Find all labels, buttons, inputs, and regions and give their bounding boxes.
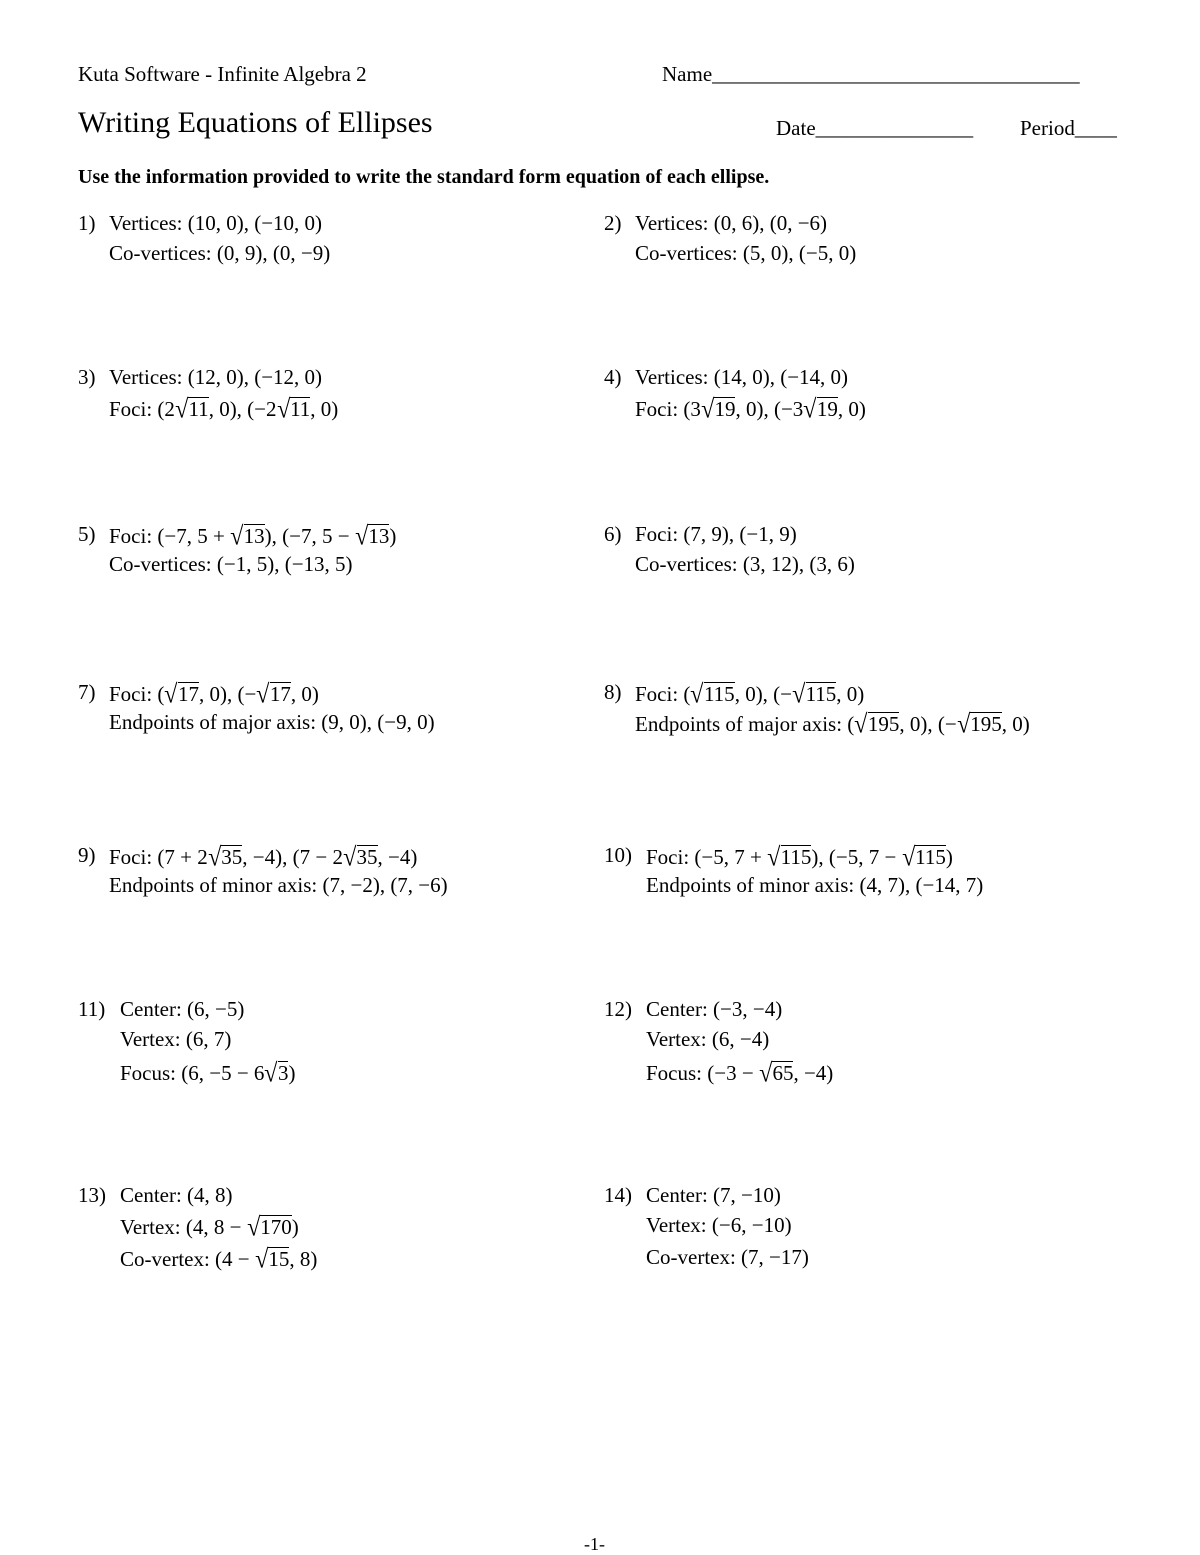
problem-text: , −4) <box>793 1061 834 1085</box>
problem-line <box>635 678 865 709</box>
problem-number: 6) <box>604 522 622 546</box>
radical-sign-icon: √ <box>207 841 222 872</box>
problem-line <box>109 875 448 896</box>
problem-number: 2) <box>604 211 622 235</box>
problem-line <box>109 213 322 234</box>
radical-sign-icon: √ <box>343 841 357 872</box>
problem-number: 5) <box>78 522 96 546</box>
problem-text: Co-vertices: (5, 0), (−5, 0) <box>635 241 857 265</box>
radicand: 115 <box>805 682 837 706</box>
problem-number: 12) <box>604 997 632 1021</box>
problem-text: Co-vertices: (−1, 5), (−13, 5) <box>109 552 353 576</box>
problem-text: , −4), (7 − 2 <box>242 845 343 869</box>
problem-text: Foci: (−7, 5 + <box>109 524 231 548</box>
problem-line <box>109 841 418 872</box>
problem-line <box>635 213 827 234</box>
problem-text: ) <box>288 1061 296 1085</box>
problem-text: ) <box>389 524 397 548</box>
radical-sign-icon: √ <box>767 841 781 872</box>
radical-sign-icon: √ <box>255 1243 269 1274</box>
problem-line <box>109 393 339 424</box>
problem-text: Endpoints of major axis: (9, 0), (−9, 0) <box>109 710 435 734</box>
problem-line <box>635 367 848 388</box>
radicand: 13 <box>368 524 390 548</box>
problem-text: Vertices: (0, 6), (0, −6) <box>635 211 828 235</box>
instructions: Use the information provided to write the standard form equation of each ellipse. <box>78 166 770 188</box>
problem-number: 7) <box>78 680 96 704</box>
problem-text: Foci: ( <box>109 682 165 706</box>
name-label: Name <box>662 62 713 86</box>
period-blank: ____ <box>1074 116 1117 140</box>
date-blank: _______________ <box>815 116 974 140</box>
radical-sign-icon: √ <box>175 393 189 424</box>
problem-text: , 0) <box>310 397 339 421</box>
radical-sign-icon: √ <box>256 678 270 709</box>
problem-line <box>646 841 953 872</box>
problem-text: ) <box>291 1215 299 1239</box>
problem-text: Vertices: (10, 0), (−10, 0) <box>109 211 323 235</box>
radicand: 170 <box>260 1215 292 1239</box>
problem-number: 11) <box>78 997 106 1021</box>
problem-text: , 0) <box>1001 712 1030 736</box>
radicand: 195 <box>867 712 900 736</box>
radical-sign-icon: √ <box>354 520 369 551</box>
problem-text: , 0) <box>837 397 866 421</box>
problem-line <box>646 999 782 1020</box>
problem-text: ), (−7, 5 − <box>264 524 355 548</box>
problem-text: , 0) <box>290 682 319 706</box>
problem-text: Vertices: (12, 0), (−12, 0) <box>109 365 323 389</box>
problem-text: Foci: (2 <box>109 397 175 421</box>
problem-line <box>646 1029 769 1050</box>
problem-line <box>646 1185 781 1206</box>
radical-sign-icon: √ <box>264 1057 278 1088</box>
problem-number: 4) <box>604 365 622 389</box>
problem-line <box>120 1029 231 1050</box>
radical-sign-icon: √ <box>901 841 915 872</box>
date-label: Date <box>776 116 816 140</box>
problem-text: Center: (4, 8) <box>120 1183 233 1207</box>
problem-text: , 0) <box>836 682 865 706</box>
problem-text: Co-vertices: (3, 12), (3, 6) <box>635 552 855 576</box>
problem-line <box>120 1243 318 1274</box>
radicand: 19 <box>714 397 736 421</box>
problem-number: 14) <box>604 1183 632 1207</box>
problem-line <box>646 1057 834 1088</box>
problem-number: 3) <box>78 365 96 389</box>
problem-text: Foci: ( <box>635 682 691 706</box>
period-label: Period <box>1020 116 1075 140</box>
problem-line <box>646 1247 809 1268</box>
radicand: 115 <box>703 682 735 706</box>
problem-text: Foci: (7, 9), (−1, 9) <box>635 522 797 546</box>
problem-text: Foci: (3 <box>635 397 701 421</box>
problem-number: 1) <box>78 211 96 235</box>
problem-text: Focus: (6, −5 − 6 <box>120 1061 265 1085</box>
problem-text: Focus: (−3 − <box>646 1061 759 1085</box>
radical-sign-icon: √ <box>701 393 715 424</box>
problem-text: , 0), (− <box>899 712 957 736</box>
problem-number: 13) <box>78 1183 106 1207</box>
problem-line <box>109 712 435 733</box>
problem-text: Endpoints of major axis: ( <box>635 712 855 736</box>
radicand: 35 <box>221 845 243 869</box>
problem-text: Foci: (7 + 2 <box>109 845 208 869</box>
problem-text: Center: (6, −5) <box>120 997 245 1021</box>
problem-text: , 8) <box>289 1247 318 1271</box>
radicand: 11 <box>188 397 209 421</box>
problem-line <box>120 999 244 1020</box>
radicand: 3 <box>277 1061 289 1085</box>
problem-text: , 0), (−2 <box>208 397 277 421</box>
problem-number: 9) <box>78 843 96 867</box>
problem-text: Endpoints of minor axis: (4, 7), (−14, 7) <box>646 873 984 897</box>
radical-sign-icon: √ <box>164 678 178 709</box>
problem-text: , 0), (− <box>734 682 793 706</box>
name-field[interactable] <box>662 62 1080 87</box>
problem-text: Foci: (−5, 7 + <box>646 845 768 869</box>
problem-line <box>646 1215 792 1236</box>
problem-number: 8) <box>604 680 622 704</box>
period-field[interactable] <box>1020 116 1117 141</box>
problem-text: ), (−5, 7 − <box>811 845 902 869</box>
radicand: 13 <box>243 524 265 548</box>
problem-text: ) <box>945 845 953 869</box>
problem-text: Co-vertices: (0, 9), (0, −9) <box>109 241 331 265</box>
radical-sign-icon: √ <box>246 1211 261 1242</box>
problem-line <box>109 520 397 551</box>
problem-line <box>635 554 855 575</box>
problem-line <box>635 393 866 424</box>
radical-sign-icon: √ <box>690 678 704 709</box>
problem-line <box>635 708 1030 739</box>
problem-text: , −4) <box>377 845 418 869</box>
radicand: 35 <box>356 845 378 869</box>
radical-sign-icon: √ <box>803 393 817 424</box>
problem-number: 10) <box>604 843 632 867</box>
problem-line <box>120 1185 233 1206</box>
problem-text: Vertex: (6, −4) <box>646 1027 770 1051</box>
publisher-label: Kuta Software - Infinite Algebra 2 <box>78 62 367 86</box>
problem-text: , 0), (−3 <box>735 397 804 421</box>
problem-line <box>635 524 797 545</box>
radicand: 195 <box>970 712 1002 736</box>
problem-line <box>109 243 330 264</box>
radical-sign-icon: √ <box>759 1057 773 1088</box>
name-blank: ___________________________________ <box>712 62 1080 86</box>
radicand: 11 <box>290 397 311 421</box>
problem-line <box>109 367 322 388</box>
radicand: 65 <box>772 1061 794 1085</box>
problem-text: Vertex: (−6, −10) <box>646 1213 792 1237</box>
radical-sign-icon: √ <box>792 678 806 709</box>
radicand: 115 <box>915 845 946 869</box>
radicand: 17 <box>269 682 291 706</box>
problem-line <box>109 678 319 709</box>
radicand: 17 <box>177 682 199 706</box>
problem-line <box>120 1211 299 1242</box>
problem-text: Co-vertex: (4 − <box>120 1247 255 1271</box>
problem-line <box>109 554 353 575</box>
radical-sign-icon: √ <box>854 708 868 739</box>
radicand: 19 <box>816 397 838 421</box>
problem-text: Vertices: (14, 0), (−14, 0) <box>635 365 849 389</box>
radical-sign-icon: √ <box>956 708 971 739</box>
problem-text: Co-vertex: (7, −17) <box>646 1245 809 1269</box>
problem-text: , 0), (− <box>198 682 257 706</box>
radical-sign-icon: √ <box>230 520 244 551</box>
radical-sign-icon: √ <box>276 393 290 424</box>
radicand: 115 <box>780 845 812 869</box>
problem-line <box>120 1057 296 1088</box>
date-field[interactable] <box>776 116 973 141</box>
problem-text: Endpoints of minor axis: (7, −2), (7, −6) <box>109 873 448 897</box>
problem-text: Center: (7, −10) <box>646 1183 781 1207</box>
radicand: 15 <box>268 1247 290 1271</box>
page-number: -1- <box>584 1534 605 1554</box>
problem-text: Vertex: (4, 8 − <box>120 1215 247 1239</box>
problem-line <box>635 243 856 264</box>
problem-text: Center: (−3, −4) <box>646 997 783 1021</box>
problem-text: Vertex: (6, 7) <box>120 1027 232 1051</box>
problem-line <box>646 875 983 896</box>
worksheet-title: Writing Equations of Ellipses <box>78 106 433 139</box>
